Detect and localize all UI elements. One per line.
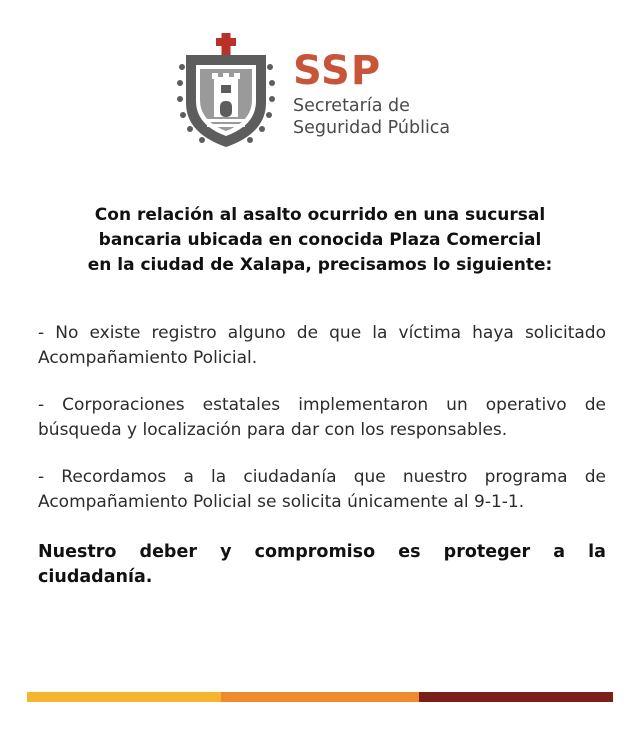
- footer-bar-yellow: [27, 692, 221, 702]
- statement-item: - Recordamos a la ciudadanía que nuestro programa de Acompañamiento Policial se solicita únicamente al 9-1-1.: [38, 467, 606, 512]
- agency-name-line2: Seguridad Pública: [293, 118, 451, 138]
- headline-line: Con relación al asalto ocurrido en una sucursal: [94, 205, 546, 225]
- statement-list: [38, 321, 606, 537]
- headline-line: en la ciudad de Xalapa, precisamos lo siguiente:: [87, 255, 553, 275]
- footer-color-bar: [27, 692, 613, 702]
- statement-item: - Corporaciones estatales implementaron un operativo de búsqueda y localización para dar con los responsables.: [38, 395, 606, 440]
- footer-bar-orange: [221, 692, 419, 702]
- ssp-acronym: SSP: [293, 48, 382, 94]
- agency-name-line1: Secretaría de: [293, 96, 410, 116]
- veracruz-coat-of-arms-icon: [176, 33, 276, 151]
- statement-headline: [40, 203, 600, 278]
- closing-statement: Nuestro deber y compromiso es proteger a la ciudadanía.: [38, 542, 606, 587]
- ssp-brand: [293, 48, 493, 139]
- footer-bar-maroon: [419, 692, 613, 702]
- ssp-header: [176, 33, 476, 153]
- statement-item: - No existe registro alguno de que la víctima haya solicitado Acompañamiento Policial.: [38, 323, 606, 368]
- headline-line: bancaria ubicada en conocida Plaza Comercial: [98, 230, 542, 250]
